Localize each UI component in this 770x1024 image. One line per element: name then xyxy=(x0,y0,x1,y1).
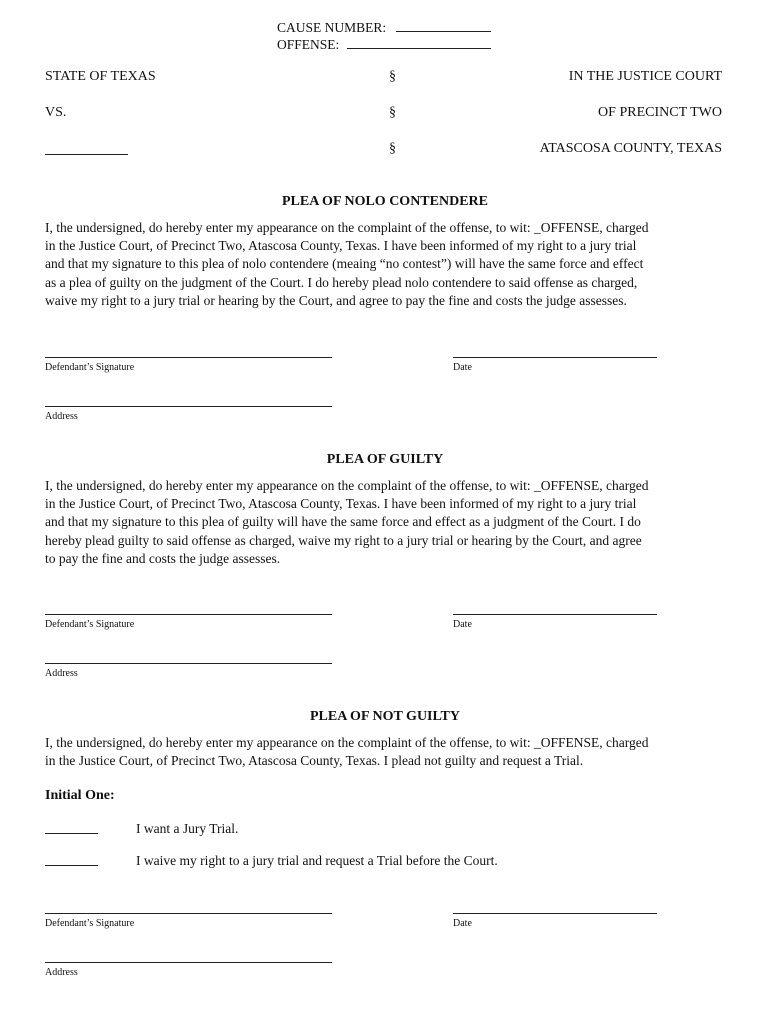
caption-left-vs: VS. xyxy=(45,105,67,120)
nolo-line: in the Justice Court, of Precinct Two, Atascosa County, Texas. I have been informed of my right to a jury trial xyxy=(45,238,637,254)
nolo-address-label: Address xyxy=(45,411,78,422)
section-symbol: § xyxy=(389,141,396,156)
cause-number-blank[interactable] xyxy=(396,31,491,32)
nolo-line: I, the undersigned, do hereby enter my appearance on the complaint of the offense, to wit: _OFFENSE, charged xyxy=(45,220,649,235)
nolo-line: as a plea of guilty on the judgment of the Court. I do hereby plead nolo contendere to said offense as charged, xyxy=(45,274,638,290)
guilty-defendant-signature-label: Defendant’s Signature xyxy=(45,619,135,630)
nolo-date-label: Date xyxy=(453,362,472,373)
offense-label: OFFENSE: xyxy=(277,37,340,52)
guilty-defendant-signature-line[interactable] xyxy=(45,614,332,615)
bench-trial-option: I waive my right to a jury trial and request a Trial before the Court. xyxy=(136,853,498,868)
cause-number-label: CAUSE NUMBER: xyxy=(277,20,387,35)
not-guilty-line: I, the undersigned, do hereby enter my appearance on the complaint of the offense, to wit: _OFFENSE, charged xyxy=(45,735,649,750)
guilty-paragraph xyxy=(45,477,725,568)
guilty-address-line[interactable] xyxy=(45,663,332,664)
jury-trial-initial-blank[interactable] xyxy=(45,833,98,834)
section-symbol: § xyxy=(389,69,396,84)
guilty-line: hereby plead guilty to said offense as charged, waive my right to a jury trial or hearing by the Court, and agree xyxy=(45,532,642,548)
guilty-line: in the Justice Court, of Precinct Two, Atascosa County, Texas. I have been informed of my right to a jury trial xyxy=(45,496,637,512)
not-guilty-paragraph xyxy=(45,734,725,770)
bench-trial-initial-blank[interactable] xyxy=(45,865,98,866)
initial-one-heading: Initial One: xyxy=(45,788,115,803)
not-guilty-title: PLEA OF NOT GUILTY xyxy=(309,709,461,724)
guilty-line: I, the undersigned, do hereby enter my appearance on the complaint of the offense, to wit: _OFFENSE, charged xyxy=(45,478,649,493)
caption-right-court: IN THE JUSTICE COURT xyxy=(568,69,722,84)
not-guilty-date-line[interactable] xyxy=(453,913,657,914)
offense-blank[interactable] xyxy=(347,48,491,49)
guilty-date-label: Date xyxy=(453,619,472,630)
not-guilty-defendant-signature-line[interactable] xyxy=(45,913,332,914)
guilty-title: PLEA OF GUILTY xyxy=(326,452,444,467)
nolo-title: PLEA OF NOLO CONTENDERE xyxy=(281,194,488,209)
nolo-paragraph xyxy=(45,219,725,310)
not-guilty-address-label: Address xyxy=(45,967,78,978)
caption-left-state: STATE OF TEXAS xyxy=(45,69,156,84)
not-guilty-date-label: Date xyxy=(453,918,472,929)
nolo-defendant-signature-line[interactable] xyxy=(45,357,332,358)
offense-row xyxy=(277,36,491,53)
jury-trial-option: I want a Jury Trial. xyxy=(136,821,239,836)
guilty-date-line[interactable] xyxy=(453,614,657,615)
not-guilty-address-line[interactable] xyxy=(45,962,332,963)
nolo-line: waive my right to a jury trial or hearing by the Court, and agree to pay the fine and costs the judge assesses. xyxy=(45,292,627,308)
cause-number-row xyxy=(277,19,491,36)
guilty-line: and that my signature to this plea of guilty will have the same force and effect as a judgment of the Court. I do xyxy=(45,514,641,530)
defendant-name-blank[interactable] xyxy=(45,154,128,155)
not-guilty-line: in the Justice Court, of Precinct Two, Atascosa County, Texas. I plead not guilty and request a Trial. xyxy=(45,753,584,769)
guilty-address-label: Address xyxy=(45,668,78,679)
nolo-address-line[interactable] xyxy=(45,406,332,407)
not-guilty-defendant-signature-label: Defendant’s Signature xyxy=(45,918,135,929)
guilty-line: to pay the fine and costs the judge assesses. xyxy=(45,550,281,566)
nolo-date-line[interactable] xyxy=(453,357,657,358)
caption-right-precinct: OF PRECINCT TWO xyxy=(598,105,722,120)
nolo-line: and that my signature to this plea of nolo contendere (meaing “no contest”) will have the same force and effect xyxy=(45,256,644,272)
caption-right-county: ATASCOSA COUNTY, TEXAS xyxy=(539,141,722,156)
section-symbol: § xyxy=(389,105,396,120)
nolo-defendant-signature-label: Defendant’s Signature xyxy=(45,362,135,373)
